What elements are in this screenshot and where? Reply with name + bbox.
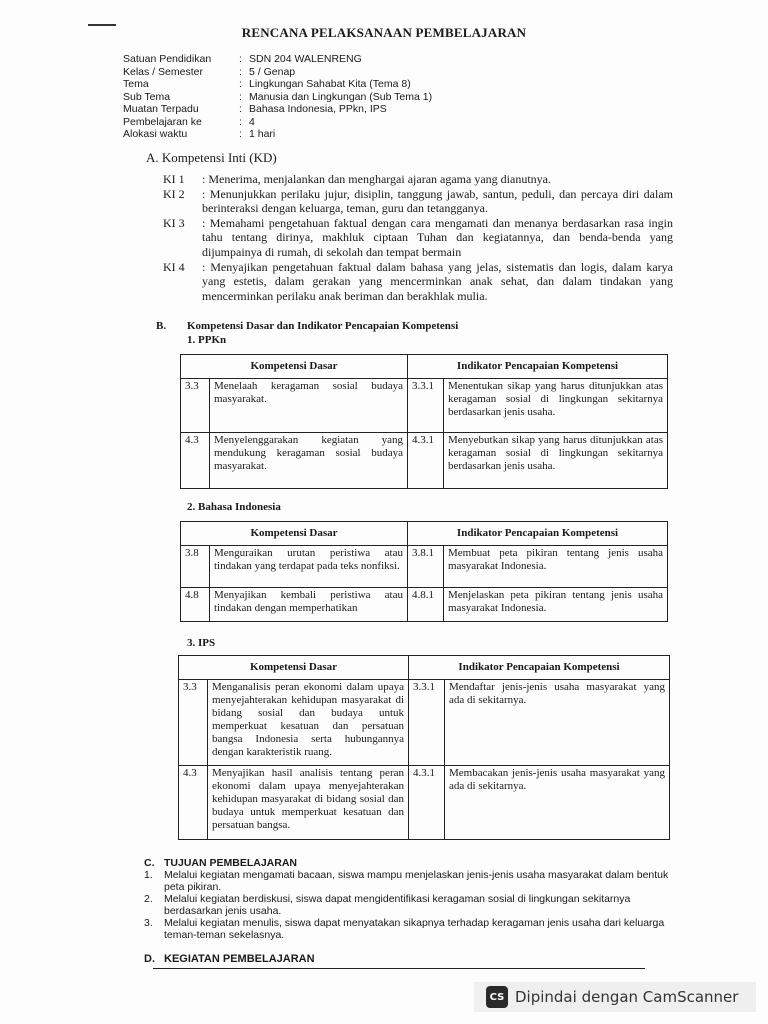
section-c-heading: [144, 857, 672, 869]
ki-text: : Menyajikan pengetahuan faktual dalam bahasa yang jelas, sistematis dan logis, dalam karya yang estetis, dalam gerakan yang mencerminkan anak sehat, dan dalam tindakan yang mencerminkan perilaku anak beriman dan berakhlak mulia.: [202, 259, 673, 303]
ipk-number: 4.3.1: [408, 433, 444, 489]
ipk-text: Menentukan sikap yang harus ditunjukkan atas keragaman sosial di lingkungan sekitarnya berdasarkan jenis usaha.: [444, 379, 668, 433]
table-row: [179, 766, 670, 840]
table-row: [181, 433, 668, 489]
identity-value: Lingkungan Sahabat Kita (Tema 8): [249, 78, 411, 90]
ki-item: [163, 260, 673, 304]
identity-label: Tema: [123, 78, 149, 90]
identity-row: Pembelajaran ke : 4: [123, 115, 255, 128]
ki-list: [163, 172, 673, 303]
col-header-ipk: Indikator Pencapaian Kompetensi: [409, 656, 670, 680]
ki-item: [163, 172, 673, 187]
objective-number: 3.: [144, 917, 153, 929]
ipk-text: Membacakan jenis-jenis usaha masyarakat yang ada di sekitarnya.: [445, 766, 670, 840]
ips-heading: 3. IPS: [187, 637, 216, 649]
ipk-number: 3.8.1: [408, 546, 444, 588]
identity-label: Kelas / Semester: [123, 65, 203, 78]
kd-text: Menyajikan kembali peristiwa atau tindakan dengan memperhatikan: [210, 588, 408, 622]
objective-text: Melalui kegiatan menulis, siswa dapat menyatakan sikapnya terhadap keragaman jenis usaha dari keluarga teman-teman sekelasnya.: [164, 917, 665, 941]
section-b-title: Kompetensi Dasar dan Indikator Pencapaian Kompetensi: [187, 320, 459, 332]
identity-block: [123, 53, 432, 141]
bindo-table: [180, 521, 668, 622]
ki-item: [163, 216, 673, 260]
objective-text: Melalui kegiatan berdiskusi, siswa dapat mengidentifikasi keragaman sosial di lingkungan sekitarnya berdasarkan jenis usaha.: [164, 893, 631, 917]
identity-value: 4: [249, 115, 255, 128]
section-b-heading: [156, 320, 458, 332]
kd-number: 3.3: [179, 680, 208, 766]
identity-value: SDN 204 WALENRENG: [249, 53, 362, 65]
section-c-number: C.: [144, 857, 155, 869]
table-row: [181, 379, 668, 433]
section-a-heading: A. Kompetensi Inti (KD): [146, 150, 277, 165]
ips-table: [178, 655, 670, 840]
divider: [153, 968, 645, 969]
ki-code: KI 3: [163, 215, 185, 230]
camscanner-logo-icon: CS: [486, 986, 508, 1008]
objective-text: Melalui kegiatan mengamati bacaan, siswa mampu menjelaskan jenis-jenis usaha masyarakat dalam bentuk peta pikiran.: [164, 869, 669, 893]
ki-code: KI 2: [163, 186, 185, 201]
kd-number: 4.8: [181, 588, 210, 622]
kd-text: Menyajikan hasil analisis tentang peran ekonomi dalam upaya menyejahterakan kehidupan masyarakat di bidang sosial dan budaya untuk memperkuat kesatuan dan persatuan bangsa.: [208, 766, 409, 840]
col-header-ipk: Indikator Pencapaian Kompetensi: [408, 522, 668, 546]
ki-item: [163, 187, 673, 216]
ipk-number: 4.8.1: [408, 588, 444, 622]
identity-row: Satuan Pendidikan : SDN 204 WALENRENG: [123, 53, 362, 65]
identity-value: 1 hari: [249, 128, 276, 140]
watermark-text: Dipindai dengan CamScanner: [515, 988, 739, 1006]
ipk-text: Menyebutkan sikap yang harus ditunjukkan atas keragaman sosial di lingkungan sekitarnya berdasarkan jenis usaha.: [444, 433, 668, 489]
identity-row: Sub Tema : Manusia dan Lingkungan (Sub Tema 1): [123, 90, 433, 103]
table-row: [181, 546, 668, 588]
ki-text: : Memahami pengetahuan faktual dengan cara mengamati dan menanya berdasarkan rasa ingin tahu tentang dirinya, makhluk ciptaan Tuhan dan kegiatannya, dan benda-benda yang dijumpainya di rumah, di sekolah dan tempat bermain: [202, 215, 673, 259]
ppkn-heading: 1. PPKn: [187, 334, 227, 346]
section-c-title: TUJUAN PEMBELAJARAN: [164, 857, 298, 869]
identity-value: Manusia dan Lingkungan (Sub Tema 1): [249, 90, 433, 103]
kd-text: Menguraikan urutan peristiwa atau tindakan yang terdapat pada teks nonfiksi.: [210, 546, 408, 588]
ipk-text: Mendaftar jenis-jenis usaha masyarakat yang ada di sekitarnya.: [445, 680, 670, 766]
kd-number: 4.3: [179, 766, 208, 840]
identity-row: Muatan Terpadu : Bahasa Indonesia, PPkn, IPS: [123, 103, 387, 115]
list-item: [144, 869, 672, 893]
identity-row: Tema : Lingkungan Sahabat Kita (Tema 8): [123, 78, 411, 90]
kd-number: 4.3: [181, 433, 210, 489]
section-c: [144, 857, 672, 941]
col-header-kd: Kompetensi Dasar: [181, 355, 408, 379]
ki-code: KI 4: [163, 259, 185, 274]
ki-text: : Menerima, menjalankan dan menghargai ajaran agama yang dianutnya.: [202, 172, 551, 186]
camscanner-watermark: [474, 982, 756, 1012]
objective-number: 2.: [144, 893, 153, 905]
ipk-number: 4.3.1: [409, 766, 445, 840]
ki-code: KI 1: [163, 172, 185, 186]
ipk-text: Membuat peta pikiran tentang jenis usaha masyarakat Indonesia.: [444, 546, 668, 588]
ipk-number: 3.3.1: [408, 379, 444, 433]
objective-number: 1.: [144, 869, 153, 881]
identity-row: Alokasi waktu : 1 hari: [123, 128, 276, 140]
identity-label: Sub Tema: [123, 90, 171, 103]
kd-text: Menganalisis peran ekonomi dalam upaya menyejahterakan kehidupan masyarakat di bidang sosial dan budaya untuk memperkuat kesatuan dan persatuan bangsa Indonesia serta hubungannya dengan karakteristik ruang.: [208, 680, 409, 766]
section-d-number: D.: [144, 953, 155, 965]
section-b-number: B.: [156, 320, 167, 332]
table-row: [181, 588, 668, 622]
kd-number: 3.3: [181, 379, 210, 433]
section-d-heading: [144, 953, 315, 965]
identity-value: Bahasa Indonesia, PPkn, IPS: [249, 103, 387, 115]
col-header-kd: Kompetensi Dasar: [179, 656, 409, 680]
table-row: [179, 680, 670, 766]
ipk-number: 3.3.1: [409, 680, 445, 766]
identity-label: Muatan Terpadu: [123, 103, 199, 115]
bindo-heading: 2. Bahasa Indonesia: [187, 501, 281, 513]
list-item: [144, 917, 672, 941]
kd-text: Menelaah keragaman sosial budaya masyarakat.: [210, 379, 408, 433]
document-title: RENCANA PELAKSANAAN PEMBELAJARAN: [241, 25, 527, 40]
ki-text: : Menunjukkan perilaku jujur, disiplin, tanggung jawab, santun, peduli, dan percaya diri dalam berinteraksi dengan keluarga, teman, guru dan tetangganya.: [202, 186, 673, 216]
identity-label: Alokasi waktu: [123, 128, 188, 140]
identity-label: Satuan Pendidikan: [123, 53, 212, 65]
ppkn-table: [180, 354, 668, 489]
col-header-kd: Kompetensi Dasar: [181, 522, 408, 546]
ipk-text: Menjelaskan peta pikiran tentang jenis usaha masyarakat Indonesia.: [444, 588, 668, 622]
kd-text: Menyelenggarakan kegiatan yang mendukung keragaman sosial budaya masyarakat.: [210, 433, 408, 489]
kd-number: 3.8: [181, 546, 210, 588]
identity-value: 5 / Genap: [249, 65, 296, 78]
identity-row: Kelas / Semester : 5 / Genap: [123, 65, 296, 78]
section-d-title: KEGIATAN PEMBELAJARAN: [164, 953, 315, 965]
list-item: [144, 893, 672, 917]
identity-label: Pembelajaran ke: [123, 115, 202, 128]
col-header-ipk: Indikator Pencapaian Kompetensi: [408, 355, 668, 379]
